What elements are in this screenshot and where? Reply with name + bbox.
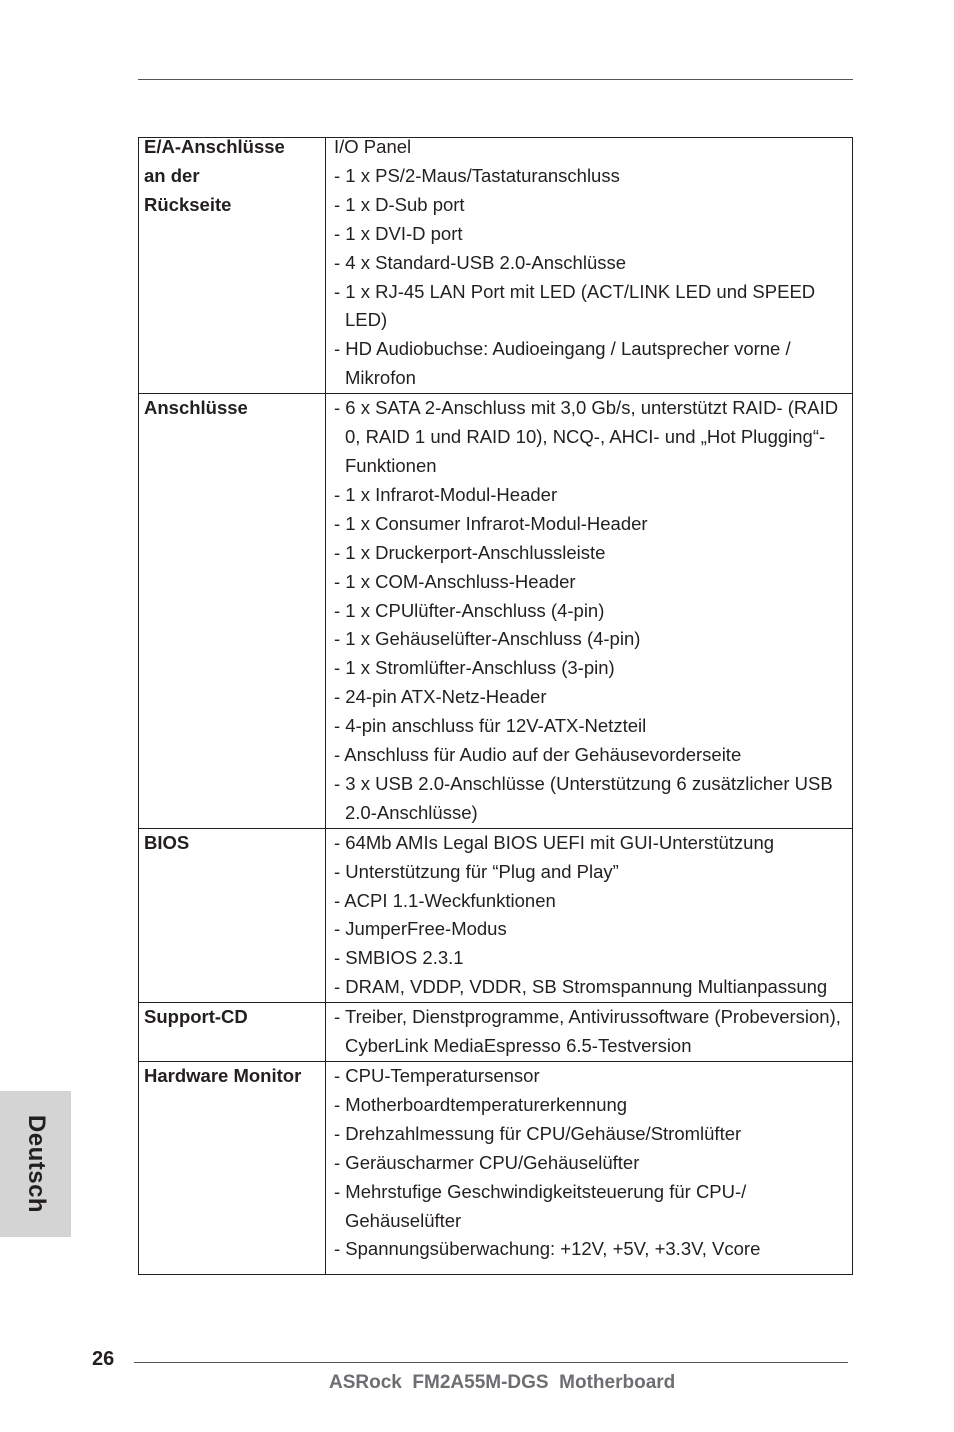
spec-section bbox=[139, 138, 853, 394]
spec-section bbox=[139, 1062, 853, 1275]
spec-value-item: - 1 x PS/2-Maus/Tastaturanschluss bbox=[334, 164, 620, 186]
spec-section-values bbox=[326, 138, 853, 394]
spec-value-item: - 1 x Infrarot-Modul-Header bbox=[334, 483, 558, 505]
spec-label-line: an der bbox=[144, 164, 200, 186]
spec-value-item: - 1 x Consumer Infrarot-Modul-Header bbox=[334, 512, 648, 534]
spec-value-item: - 1 x CPUlüfter-Anschluss (4-pin) bbox=[334, 599, 605, 621]
spec-value-item: - 1 x Druckerport-Anschlussleiste bbox=[334, 541, 606, 563]
spec-value-item: - JumperFree-Modus bbox=[334, 918, 507, 940]
spec-value-item: - Anschluss für Audio auf der Gehäusevorderseite bbox=[334, 744, 742, 766]
spec-value-item: - 1 x RJ-45 LAN Port mit LED (ACT/LINK LED und SPEED LED) bbox=[334, 280, 816, 331]
spec-section-values bbox=[326, 394, 853, 829]
spec-value-item: - 4-pin anschluss für 12V-ATX-Netzteil bbox=[334, 715, 647, 737]
spec-value-item: - CPU-Temperatursensor bbox=[334, 1065, 540, 1086]
spec-value-item: - 1 x Stromlüfter-Anschluss (3-pin) bbox=[334, 657, 615, 679]
spec-value-item: - 64Mb AMIs Legal BIOS UEFI mit GUI-Unterstützung bbox=[334, 831, 775, 853]
spec-value-item: - 1 x DVI-D port bbox=[334, 222, 463, 244]
spec-section-label bbox=[139, 138, 326, 394]
page-number: 26 bbox=[92, 1348, 115, 1370]
specification-table bbox=[138, 137, 853, 1275]
spec-value-item: - 1 x Gehäuselüfter-Anschluss (4-pin) bbox=[334, 628, 641, 650]
language-tab bbox=[0, 1091, 71, 1237]
spec-section-label bbox=[139, 394, 326, 829]
spec-label-line: Hardware Monitor bbox=[144, 1065, 302, 1086]
spec-section bbox=[139, 394, 853, 829]
spec-value-item: - 24-pin ATX-Netz-Header bbox=[334, 686, 547, 708]
spec-label-line: BIOS bbox=[144, 831, 190, 853]
spec-value-item: - Motherboardtemperaturerkennung bbox=[334, 1093, 628, 1115]
spec-section-label bbox=[139, 1062, 326, 1275]
spec-value-item: - Treiber, Dienstprogramme, Antivirussoftware (Probeversion), CyberLink MediaEspresso 6.5-Testversion bbox=[334, 1006, 841, 1057]
footer-rule bbox=[134, 1362, 848, 1363]
spec-value-item: - Geräuscharmer CPU/Gehäuselüfter bbox=[334, 1151, 640, 1173]
header-rule bbox=[138, 79, 853, 80]
spec-value-item: I/O Panel bbox=[334, 136, 412, 157]
spec-value-item: - Spannungsüberwachung: +12V, +5V, +3.3V, Vcore bbox=[334, 1238, 761, 1260]
spec-value-item: - Drehzahlmessung für CPU/Gehäuse/Stromlüfter bbox=[334, 1122, 742, 1144]
spec-section-label bbox=[139, 1003, 326, 1062]
footer-title: ASRock FM2A55M-DGS Motherboard bbox=[329, 1372, 676, 1393]
spec-value-item: - ACPI 1.1-Weckfunktionen bbox=[334, 889, 556, 911]
spec-value-item: - 1 x D-Sub port bbox=[334, 193, 465, 215]
spec-value-item: - 6 x SATA 2-Anschluss mit 3,0 Gb/s, unterstützt RAID- (RAID 0, RAID 1 und RAID 10), NCQ-, AHCI- und „Hot Plugging“-Funktionen bbox=[334, 397, 839, 476]
spec-section-values bbox=[326, 1003, 853, 1062]
spec-label-line: Rückseite bbox=[144, 193, 232, 215]
spec-value-item: - DRAM, VDDP, VDDR, SB Stromspannung Multianpassung bbox=[334, 976, 828, 998]
spec-value-item: - 3 x USB 2.0-Anschlüsse (Unterstützung 6 zusätzlicher USB 2.0-Anschlüsse) bbox=[334, 772, 833, 823]
spec-value-item: - HD Audiobuchse: Audioeingang / Lautsprecher vorne / Mikrofon bbox=[334, 338, 791, 389]
language-tab-label: Deutsch bbox=[22, 1114, 50, 1214]
spec-label-line: Support-CD bbox=[144, 1006, 248, 1028]
spec-value-item: - Unterstützung für “Plug and Play” bbox=[334, 860, 619, 882]
spec-section-values bbox=[326, 828, 853, 1002]
spec-label-line: Anschlüsse bbox=[144, 397, 248, 419]
specification-table-body bbox=[139, 138, 853, 1275]
spec-value-item: - 1 x COM-Anschluss-Header bbox=[334, 570, 576, 592]
spec-section-values bbox=[326, 1062, 853, 1275]
spec-label-line: E/A-Anschlüsse bbox=[144, 136, 285, 157]
spec-section-label bbox=[139, 828, 326, 1002]
spec-value-item: - 4 x Standard-USB 2.0-Anschlüsse bbox=[334, 251, 627, 273]
spec-value-item: - Mehrstufige Geschwindigkeitsteuerung für CPU-/ Gehäuselüfter bbox=[334, 1180, 747, 1231]
spec-section bbox=[139, 1003, 853, 1062]
spec-value-item: - SMBIOS 2.3.1 bbox=[334, 947, 464, 969]
spec-section bbox=[139, 828, 853, 1002]
